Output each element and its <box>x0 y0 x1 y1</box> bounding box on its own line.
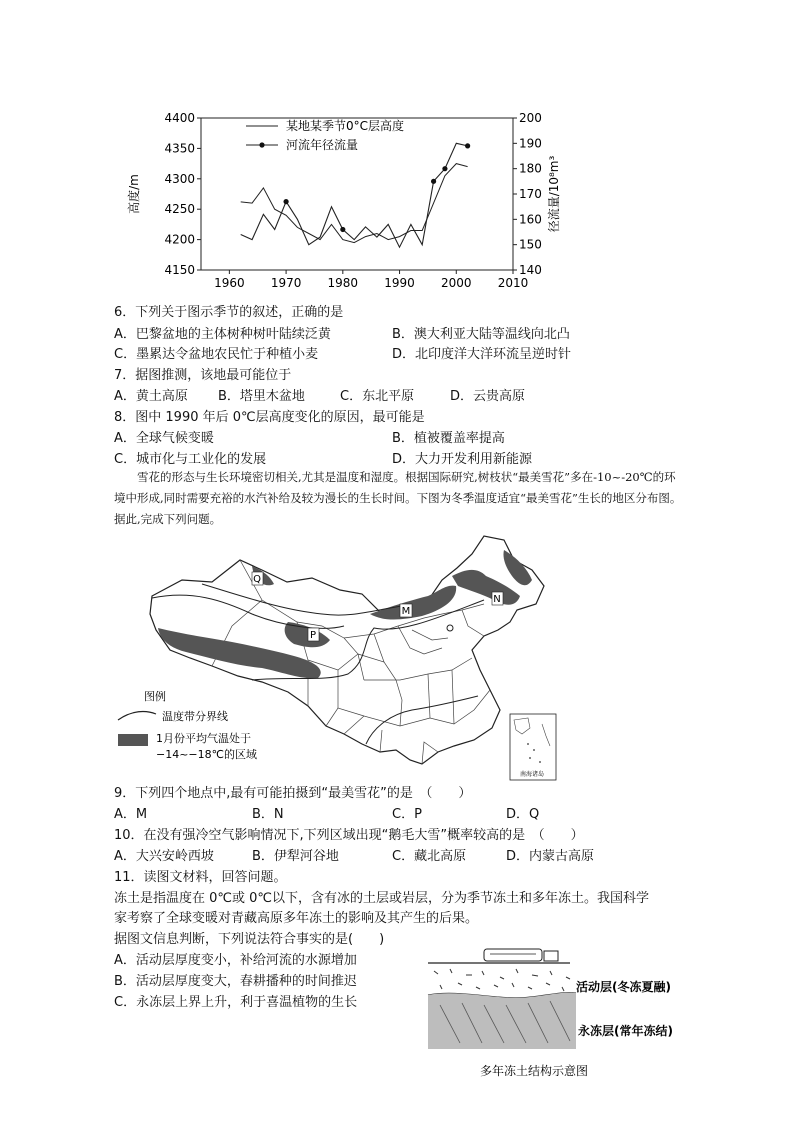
q9-option-d: D．Q <box>506 807 540 822</box>
y-right-tick-label: 170 <box>519 187 542 201</box>
x-tick-label: 1990 <box>384 276 415 290</box>
permafrost-diagram <box>420 945 720 1085</box>
svg-text:南海诸岛: 南海诸岛 <box>519 771 545 778</box>
y-axis-label-right: 径流量/10⁸m³ <box>547 155 561 233</box>
legend-label-0: 某地某季节0°C层高度 <box>286 119 405 133</box>
x-tick-label: 2000 <box>440 276 472 290</box>
map-legend-area-label-2: −14~−18℃的区域 <box>156 748 257 761</box>
south-china-sea-inset <box>510 714 556 780</box>
q8-option-c: C．城市化与工业化的发展 <box>114 452 267 467</box>
q11-ask: 据图文信息判断，下列说法符合事实的是( ) <box>114 932 385 947</box>
y-left-tick-label: 4400 <box>164 112 195 125</box>
y-right-tick-label: 140 <box>519 263 542 277</box>
y-left-tick-label: 4350 <box>164 141 195 156</box>
runoff-point <box>340 227 345 232</box>
q11-option-c: C．永冻层上界上升，利于喜温植物的生长 <box>114 995 358 1010</box>
q9-stem: 9．下列四个地点中,最有可能拍摄到“最美雪花”的是 （ ） <box>114 786 472 801</box>
q7-option-c: C．东北平原 <box>340 389 415 404</box>
q11-passage-1: 冻土是指温度在 0℃或 0℃以下，含有冰的土层或岩层，分为季节冻土和多年冻土。我国科学 <box>114 891 650 906</box>
active-layer <box>434 969 570 991</box>
x-tick-label: 2010 <box>497 276 529 290</box>
frozen-layer-label: 永冻层(常年冻结) <box>578 1024 673 1038</box>
y-right-tick-label: 160 <box>519 212 542 227</box>
runoff-point <box>465 143 470 148</box>
y-right-tick-label: 200 <box>519 112 542 125</box>
y-right-tick-label: 190 <box>519 136 542 151</box>
q7-option-b: B．塔里木盆地 <box>218 389 305 404</box>
q10-option-b: B．伊犁河谷地 <box>252 849 339 864</box>
y-left-tick-label: 4150 <box>164 263 195 277</box>
svg-text:P: P <box>309 630 317 641</box>
q9-option-c: C．P <box>392 807 422 822</box>
china-map <box>112 530 592 785</box>
map-legend-line-sample <box>118 712 156 720</box>
runoff-point <box>431 179 436 184</box>
q11-option-b: B．活动层厚度变大，春耕播种的时间推迟 <box>114 974 357 989</box>
q6-option-d: D．北印度洋大洋环流呈逆时针 <box>392 347 572 362</box>
frozen-layer <box>428 992 576 1049</box>
map-legend-line-label: 温度带分界线 <box>162 710 228 723</box>
q7-option-d: D．云贵高原 <box>450 389 526 404</box>
y-right-tick-label: 180 <box>519 161 542 176</box>
q6-option-b: B．澳大利亚大陆等温线向北凸 <box>392 327 570 342</box>
q11-stem: 11．读图文材料，回答问题。 <box>114 870 287 885</box>
line-chart <box>118 112 568 297</box>
svg-text:N: N <box>493 594 501 605</box>
q8-option-b: B．植被覆盖率提高 <box>392 431 505 446</box>
x-tick-label: 1960 <box>214 276 245 290</box>
q11-option-a: A．活动层厚度变小，补给河流的水源增加 <box>114 953 357 968</box>
runoff-point <box>442 166 447 171</box>
q10-option-d: D．内蒙古高原 <box>506 849 595 864</box>
map-point-m <box>400 604 412 617</box>
x-tick-label: 1970 <box>270 276 302 290</box>
q9-option-a: A．M <box>114 807 148 822</box>
active-layer-label: 活动层(冬冻夏融) <box>576 980 671 994</box>
legend-label-1: 河流年径流量 <box>286 138 359 152</box>
y-axis-label-left: 高度/m <box>127 174 141 214</box>
q9-option-b: B．N <box>252 807 284 822</box>
map-point-q <box>252 572 263 585</box>
q11-passage-2: 家考察了全球变暖对青藏高原多年冻土的影响及其产生的后果。 <box>114 911 479 926</box>
svg-text:Q: Q <box>253 574 261 585</box>
q10-option-c: C．藏北高原 <box>392 849 467 864</box>
q6-option-c: C．墨累达令盆地农民忙于种植小麦 <box>114 347 319 362</box>
svg-text:M: M <box>401 606 411 617</box>
q8-option-a: A．全球气候变暖 <box>114 431 214 446</box>
q6-option-a: A．巴黎盆地的主体树种树叶陆续泛黄 <box>114 327 331 342</box>
map-legend-area-label-1: 1月份平均气温处于 <box>156 732 251 745</box>
q8-option-d: D．大力开发利用新能源 <box>392 452 533 467</box>
y-left-tick-label: 4200 <box>164 232 195 247</box>
q8-stem: 8．图中 1990 年后 0℃层高度变化的原因，最可能是 <box>114 410 425 425</box>
map-point-n <box>492 592 503 605</box>
y-left-tick-label: 4300 <box>164 171 195 186</box>
y-left-tick-label: 4250 <box>164 202 195 217</box>
legend-dot-marker <box>259 142 264 147</box>
permafrost-caption: 多年冻土结构示意图 <box>480 1064 589 1078</box>
q7-option-a: A．黄土高原 <box>114 389 188 404</box>
snowflake-passage: 雪花的形态与生长环境密切相关,尤其是温度和湿度。根据国际研究,树枝状“最美雪花”多在-10~-20℃的环境中形成,同时需要充裕的水汽补给及较为漫长的生长时间。下图为冬季温度适宜“最美雪花”生长的地区分布图。据此,完成下列问题。 <box>114 470 682 526</box>
train-icon <box>484 949 558 961</box>
y-right-tick-label: 150 <box>519 237 542 252</box>
map-point-p <box>308 628 319 641</box>
q10-option-a: A．大兴安岭西坡 <box>114 849 214 864</box>
map-legend-title: 图例 <box>144 690 166 703</box>
map-legend-area-swatch <box>118 734 148 746</box>
runoff-point <box>283 199 288 204</box>
x-tick-label: 1980 <box>327 276 359 290</box>
q10-stem: 10．在没有强冷空气影响情况下,下列区域出现“鹅毛大雪”概率较高的是 （ ） <box>114 828 584 843</box>
q7-stem: 7．据图推测，该地最可能位于 <box>114 368 292 383</box>
q6-stem: 6．下列关于图示季节的叙述，正确的是 <box>114 305 344 320</box>
series-line-runoff <box>241 143 468 247</box>
series-line-freezing-height <box>241 164 468 243</box>
